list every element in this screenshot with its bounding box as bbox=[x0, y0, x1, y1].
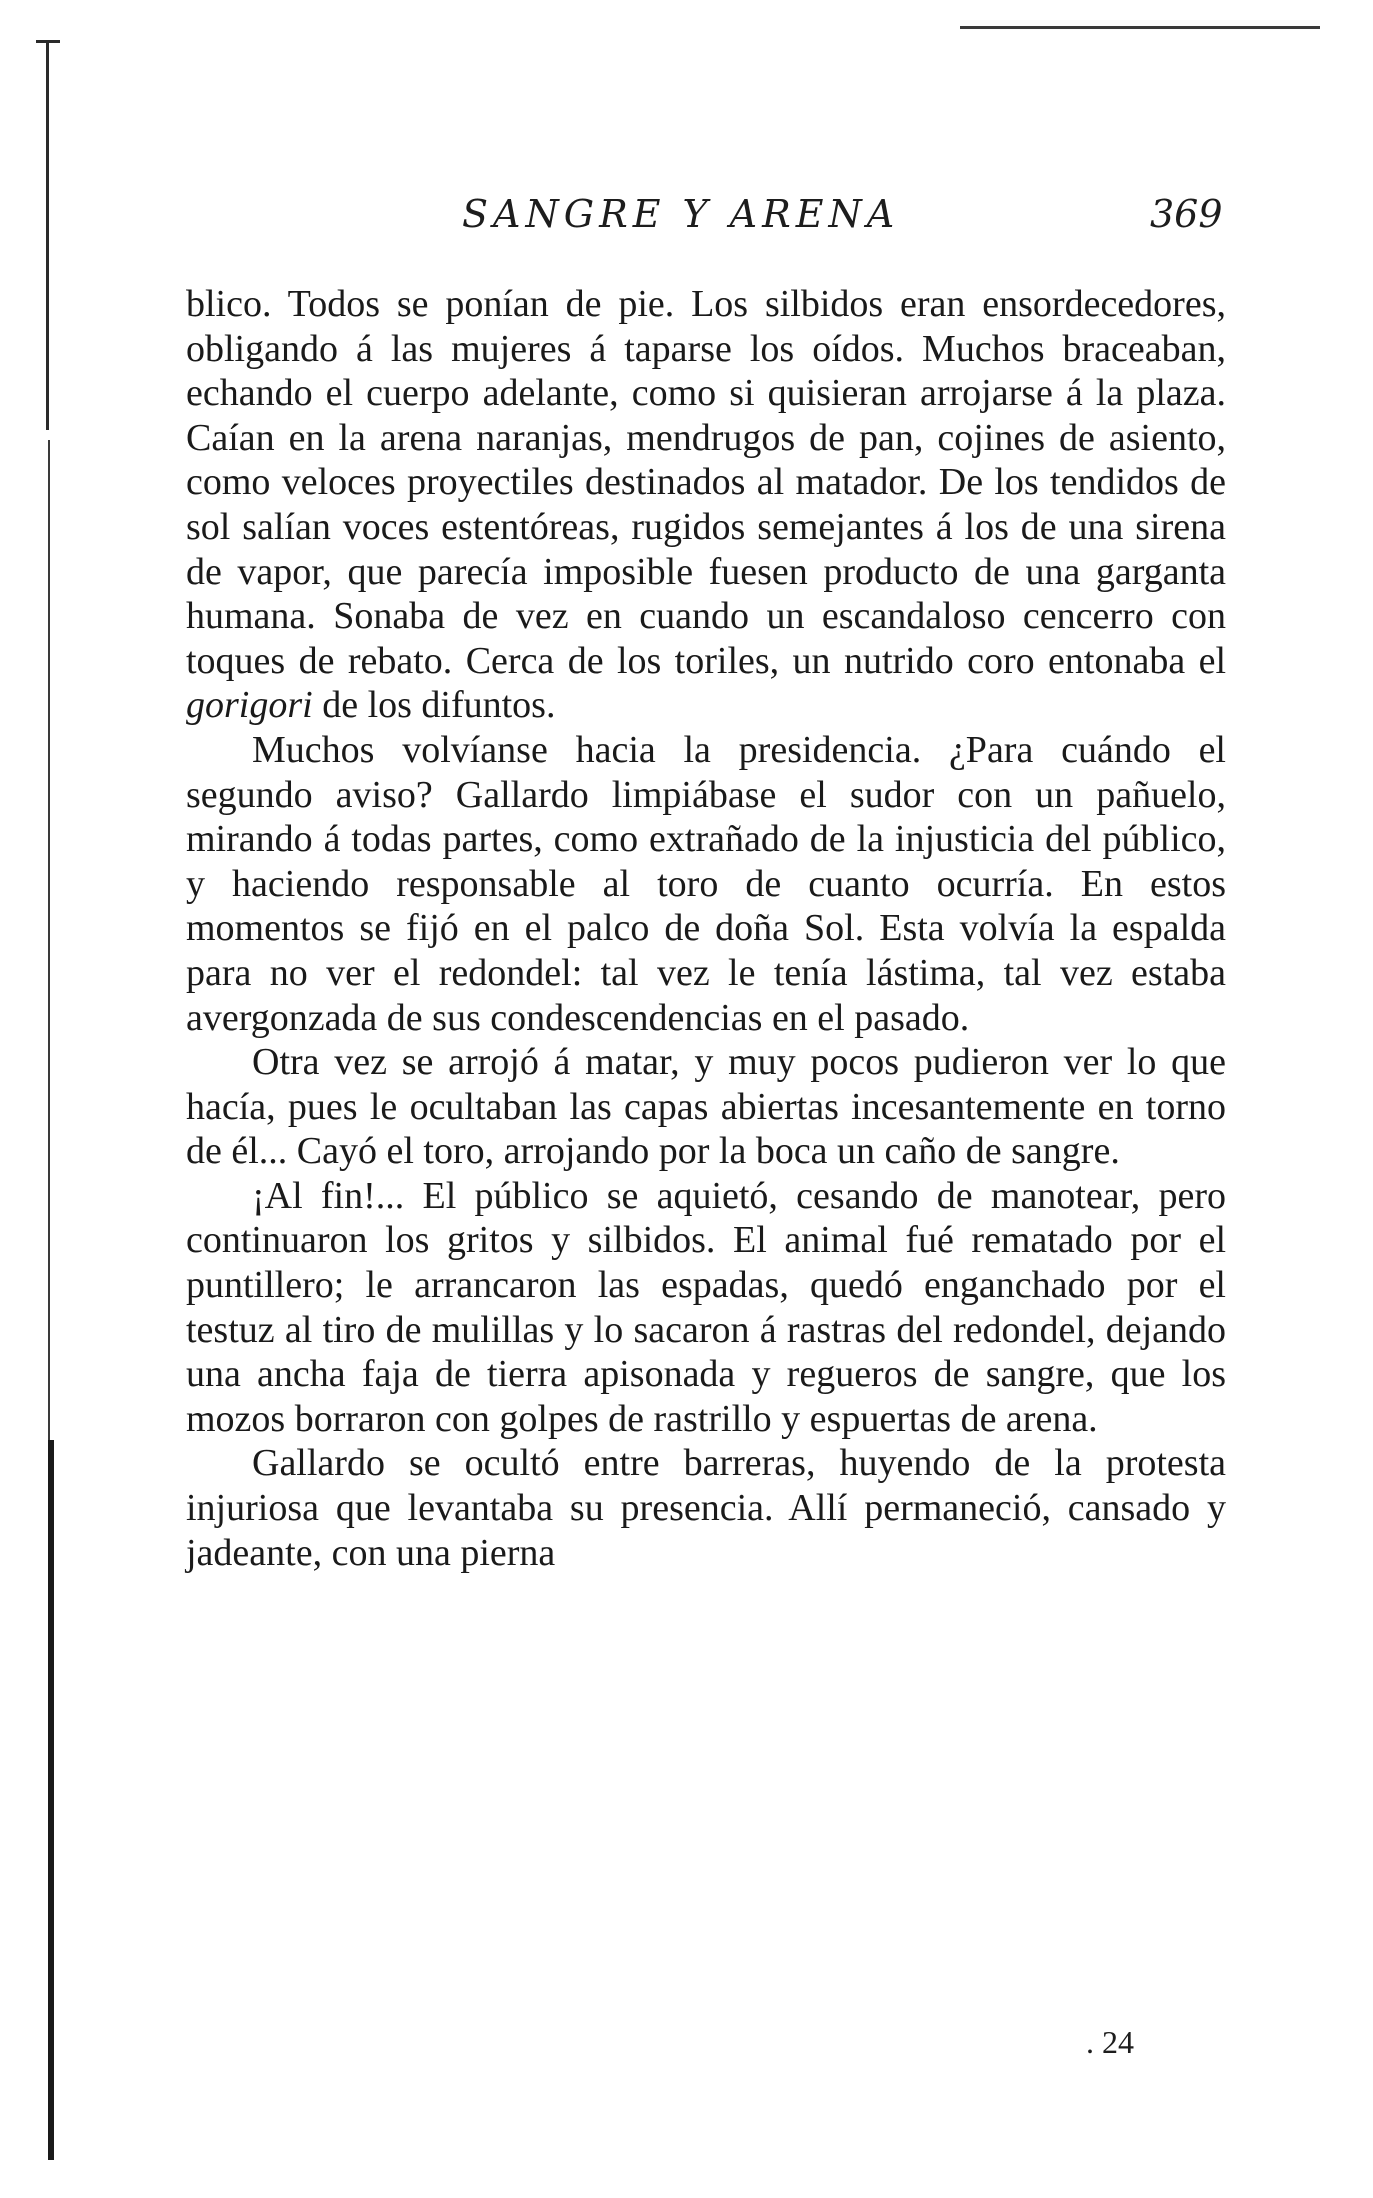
paragraph: Otra vez se arrojó á matar, y muy pocos pudieron ver lo que hacía, pues le ocultaban las capas abiertas incesantemente en torno de él... Cayó el toro, arrojando por la boca un caño de sangre. bbox=[186, 1041, 1226, 1173]
paragraph: blico. Todos se ponían de pie. Los silbidos eran ensordecedores, obligando á las mujeres á taparse los oídos. Muchos braceaban, echando el cuerpo adelante, como si quisieran arrojarse á la plaza. Caían en la arena naranjas, mendrugos de pan, cojines de asiento, como veloces proyectiles destinados al matador. De los tendidos de sol salían voces estentóreas, rugidos semejantes á los de una sirena de vapor, que parecía imposible fuesen producto de una garganta humana. Sonaba de vez en cuando un escandaloso cencerro con toques de rebato. Cerca de los toriles, un nutrido coro entonaba el gorigori de los difuntos. bbox=[186, 283, 1226, 727]
signature-mark: . 24 bbox=[1086, 2024, 1134, 2060]
paragraph: ¡Al fin!... El público se aquietó, cesando de manotear, pero continuaron los gritos y silbidos. El animal fué rematado por el puntillero; le arrancaron las espadas, quedó enganchado por el testuz al tiro de mulillas y lo sacaron á rastras del redondel, dejando una ancha faja de tierra apisonada y regueros de sangre, que los mozos borraron con golpes de rastrillo y espuertas de arena. bbox=[186, 1174, 1226, 1440]
paragraph: Muchos volvíanse hacia la presidencia. ¿Para cuándo el segundo aviso? Gallardo limpiábase el sudor con un pañuelo, mirando á todas partes, como extrañado de la injusticia del público, y haciendo responsable al toro de cuanto ocurría. En estos momentos se fijó en el palco de doña Sol. Esta volvía la espalda para no ver el redondel: tal vez le tenía lástima, tal vez estaba avergonzada de sus condescendencias en el pasado. bbox=[186, 728, 1226, 1039]
page-number: 369 bbox=[1150, 192, 1223, 236]
page-header bbox=[0, 192, 1373, 248]
running-title: SANGRE Y ARENA bbox=[462, 192, 900, 236]
scan-edge-line bbox=[48, 440, 50, 1440]
body-text bbox=[186, 282, 1226, 1575]
scan-edge-line bbox=[48, 1440, 54, 2160]
paragraph: Gallardo se ocultó entre barreras, huyendo de la protesta injuriosa que levantaba su presencia. Allí permaneció, cansado y jadeante, con una pierna bbox=[186, 1442, 1226, 1574]
italic-word: gorigori bbox=[186, 684, 313, 727]
scan-edge-line bbox=[960, 26, 1320, 29]
